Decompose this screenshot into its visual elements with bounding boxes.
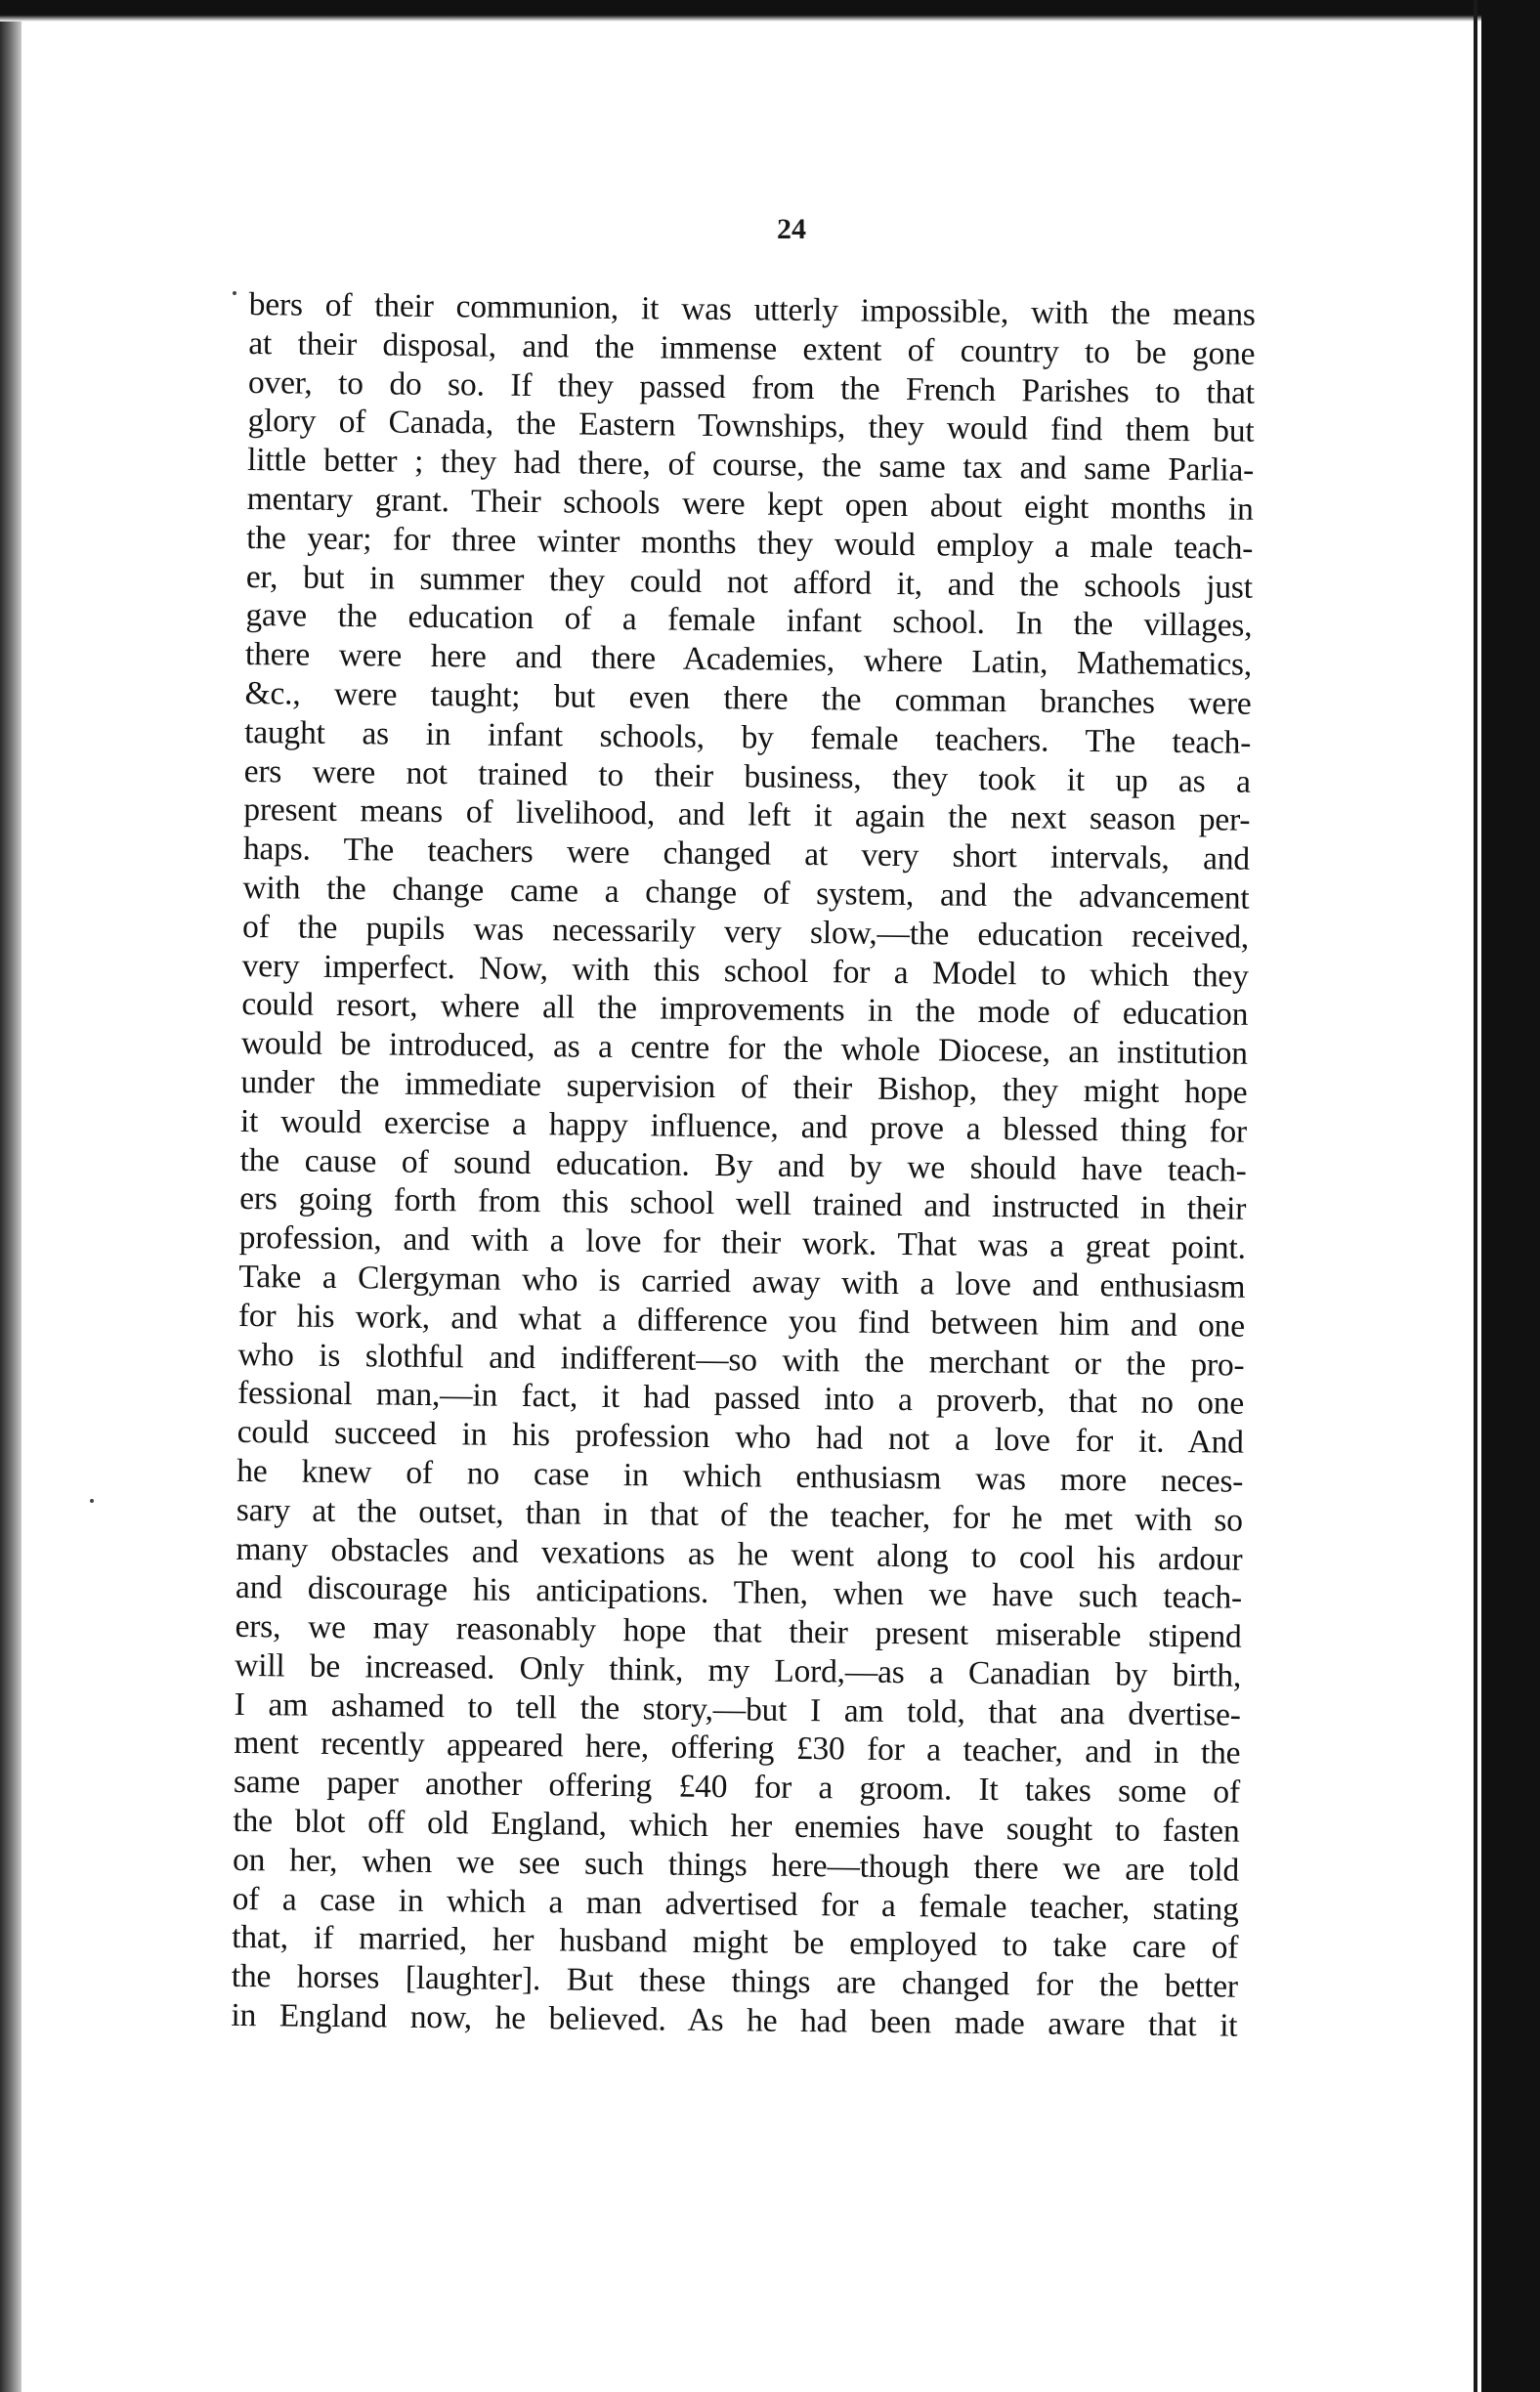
text-line: many obstacles and vexations as he went along to cool his ardour [235,1530,1243,1578]
text-line: the horses [laughter]. But these things are changed for the better [231,1958,1239,2005]
body-text [231,285,1256,2046]
ink-speck [233,291,236,295]
text-line: mentary grant. Their schools were kept open about eight months in [246,480,1254,528]
ink-speck [90,1499,94,1503]
text-line: on her, when we see such things here—though there we are told [232,1841,1240,1889]
text-line: of a case in which a man advertised for a female teacher, stating [232,1880,1239,1928]
text-line: sary at the outset, than in that of the teacher, for he met with so [235,1491,1244,1539]
text-line: ment recently appeared here, offering £30 for a teacher, and in the [234,1725,1241,1773]
text-line: in England now, he believed. As he had been made aware that it [231,1996,1238,2044]
right-edge-shadow [1481,0,1540,2392]
text-line: over, to do so. If they passed from the French Parishes to that [247,363,1256,411]
binding-shadow [0,0,21,2392]
text-line: of the pupils was necessarily very slow,—the education received, [241,908,1250,956]
text-line: taught as in infant schools, by female teachers. The teach- [244,713,1252,761]
text-line: the blot off old England, which her enemies have sought to fasten [233,1802,1240,1850]
text-line: ers going forth from this school well trained and instructed in their [239,1180,1247,1228]
text-line: Take a Clergyman who is carried away with a love and enthusiasm [238,1258,1246,1305]
text-line: bers of their communion, it was utterly impossible, with the means [248,285,1256,333]
text-line: could succeed in his profession who had not a love for it. And [236,1414,1244,1461]
text-line: there were here and there Academies, where Latin, Mathematics, [244,636,1253,683]
text-line: little better ; they had there, of course, the same tax and same Parlia- [246,442,1255,489]
text-line: under the immediate supervision of their Bishop, they might hope [240,1063,1248,1111]
text-line: for his work, and what a difference you find between him and one [237,1297,1246,1345]
text-line: gave the education of a female infant school. In the villages, [245,597,1253,645]
text-line: at their disposal, and the immense extent of country to be gone [248,324,1256,372]
text-line: haps. The teachers were changed at very short intervals, and [242,831,1251,877]
text-line: er, but in summer they could not afford it, and the schools just [245,558,1254,606]
text-line: that, if married, her husband might be employed to take care of [232,1919,1239,1967]
text-line: the year; for three winter months they would employ a male teach- [246,519,1254,567]
text-line: present means of livelihood, and left it again the next season per- [243,791,1251,839]
text-line: the cause of sound education. By and by we should have teach- [239,1141,1247,1189]
text-line: with the change came a change of system, and the advancement [242,869,1250,917]
text-line: and discourage his anticipations. Then, when we have such teach- [235,1569,1243,1617]
text-line: same paper another offering £40 for a groom. It takes some of [233,1764,1241,1811]
text-line: it would exercise a happy influence, and prove a blessed thing for [239,1102,1248,1150]
text-line: would be introduced, as a centre for the whole Diocese, an institution [240,1025,1249,1072]
text-line: profession, and with a love for their work. That was a great point. [238,1219,1246,1266]
text-line: he knew of no case in which enthusiasm was more neces- [236,1452,1244,1500]
text-line: fessional man,—in fact, it had passed into a proverb, that no one [236,1375,1245,1423]
text-line: could resort, where all the improvements in the mode of education [241,986,1249,1034]
top-edge-shadow [0,0,1481,21]
text-line: I am ashamed to tell the story,—but I am told, that ana dvertise- [234,1686,1241,1733]
text-line: glory of Canada, the Eastern Townships, they would find them but [247,403,1255,450]
page-number: 24 [777,213,806,245]
text-line: very imperfect. Now, with this school for a Model to which they [241,947,1249,995]
text-line: ers were not trained to their business, they took it up as a [243,752,1251,800]
text-line: will be increased. Only think, my Lord,—as a Canadian by birth, [235,1646,1242,1694]
page-edge-rule [1474,0,1477,2392]
text-line: who is slothful and indifferent—so with the merchant or the pro- [237,1336,1245,1384]
text-line: ers, we may reasonably hope that their present miserable stipend [235,1608,1242,1655]
text-line: &c., were taught; but even there the comman branches were [244,674,1252,722]
